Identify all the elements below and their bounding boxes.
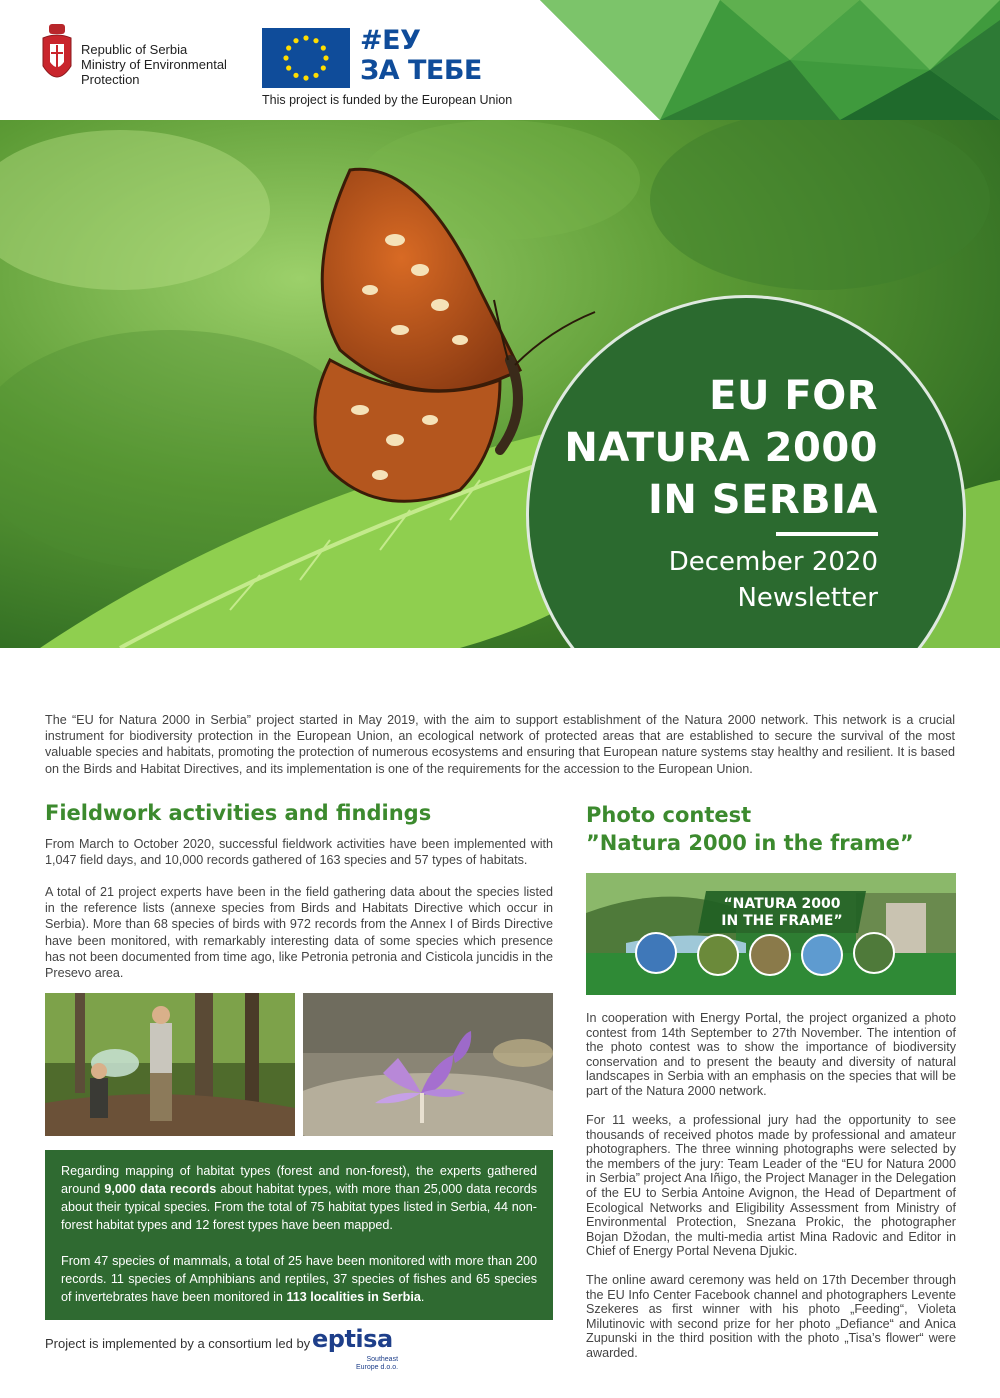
eu-star-icon bbox=[303, 35, 308, 40]
eptisa-logo-subtitle: Southeast Europe d.o.o. bbox=[356, 1356, 399, 1371]
eu-star-icon bbox=[286, 65, 291, 70]
crocus-flower-photo bbox=[303, 993, 553, 1136]
intro-paragraph: The “EU for Natura 2000 in Serbia” project started in May 2019, with the aim to support establishment of the Natura 2000 network. This network is a crucial instrument for biodiversity protection in the European Union, an ecological network of protected areas that are established to secure the survival of the most valuable species and habitats, promoting the protection of numerous ecosystems and ensuring that European nature systems stay healthy and resilient. It is based on the Birds and Habitat Directives, and its implementation is one of the requirements for the accession to the European Union. bbox=[45, 713, 955, 776]
habitat-findings-box bbox=[45, 1150, 553, 1320]
banner-title-line2: IN THE FRAME” bbox=[721, 913, 843, 929]
fieldwork-paragraph-2: A total of 21 project experts have been in the field gathering data about the species listed in the reference lists (annexe species from Birds and Habitats Directive which occur in Serbia). More than 68 species of birds with 972 records from the Annex I of Birds Directive have been monitored, with remarkably interesting data of some species which presence has not been documented from time ago, like Petronia petronia and Cisticola juncidis in the Presevo area. bbox=[45, 885, 553, 981]
banner-title-line1: “NATURA 2000 bbox=[723, 896, 841, 912]
species-paragraph: From 47 species of mammals, a total of 25 have been monitored with more than 200 records. 11 species of Amphibians and reptiles, 37 species of fishes and 65 species of invertebrates have been monitored in 113 localities in Serbia. bbox=[61, 1254, 537, 1304]
eu-star-icon bbox=[293, 38, 298, 43]
photo-contest-paragraph-2: For 11 weeks, a professional jury had the opportunity to see thousands of received photos made by professional and amateur photographers. The three winning photographs were selected by the members of the jury: Team Leader of the “EU for Natura 2000 in Serbia” project Ana Iñigo, the Project Manager in the Delegation of the EU to Serbia Antoine Avignon, the Head of Department of Ecological Networks and Eligibility Assessment from Ministry of Environmental Protection, Snezana Prokic, the photographer Bojan Džodan, the multi-media artist Mina Radovic and Editor in Chief of Energy Portal Nevena Djukic. bbox=[586, 1113, 956, 1259]
eptisa-logo: eptisa bbox=[312, 1325, 393, 1353]
eu-star-icon bbox=[286, 45, 291, 50]
eu-star-icon bbox=[323, 55, 328, 60]
habitat-paragraph: Regarding mapping of habitat types (forest and non-forest), the experts gathered around 9,000 data records about habitat types, with more than 25,000 data records about their typical species. From the total of 75 habitat types listed in Serbia, 44 non-forest habitat types and 12 forest types have been mapped. bbox=[61, 1164, 538, 1232]
eu-star-icon bbox=[303, 75, 308, 80]
eu-star-icon bbox=[321, 45, 326, 50]
eu-funding-note: This project is funded by the European Union bbox=[262, 93, 513, 107]
eu-star-icon bbox=[321, 65, 326, 70]
newsletter-subtitle: December 2020 Newsletter bbox=[668, 547, 878, 613]
eu-flag-icon bbox=[262, 28, 350, 88]
eu-star-icon bbox=[293, 73, 298, 78]
eu-star-icon bbox=[283, 55, 288, 60]
fieldwork-experts-photo bbox=[45, 993, 295, 1136]
eu-star-icon bbox=[313, 73, 318, 78]
page-header bbox=[0, 0, 1000, 120]
fieldwork-paragraph-1: From March to October 2020, successful fieldwork activities have been implemented with 1,047 field days, and 10,000 records gathered of 163 species and 57 types of habitats. bbox=[45, 837, 553, 868]
photo-contest-heading: Photo contest ”Natura 2000 in the frame” bbox=[586, 803, 914, 855]
eu-for-you-logo: #ЕУ ЗА ТЕБЕ bbox=[360, 25, 482, 86]
fieldwork-heading: Fieldwork activities and findings bbox=[45, 801, 432, 825]
ministry-name: Republic of Serbia Ministry of Environmental Protection bbox=[81, 42, 227, 87]
consortium-note: Project is implemented by a consortium led by bbox=[45, 1336, 311, 1351]
title-divider bbox=[776, 532, 878, 536]
hero-banner bbox=[0, 120, 1000, 648]
eu-star-icon bbox=[313, 38, 318, 43]
newsletter-title: EU FOR NATURA 2000 IN SERBIA bbox=[564, 373, 878, 523]
serbia-coat-of-arms-icon bbox=[40, 24, 74, 88]
green-polygon-decoration bbox=[460, 0, 1000, 120]
photo-contest-banner bbox=[586, 873, 956, 995]
photo-contest-paragraph-1: In cooperation with Energy Portal, the project organized a photo contest from 14th September to 27th November. The intention of the photo contest was to show the importance of biodiversity conservation and to present the beauty and diversity of natural landscapes in Serbia with an emphasis on the species that will be part of the Natura 2000 network. bbox=[586, 1011, 956, 1098]
photo-contest-paragraph-3: The online award ceremony was held on 17th December through the EU Info Center Facebook channel and photographers Levente Szekeres as first winner with his photo „Feeding“, Violeta Milutinovic with second prize for her photo „Defiance“ and Anica Zupunski in the third position with the photo „Tisa’s flower“ were awarded. bbox=[586, 1273, 956, 1360]
